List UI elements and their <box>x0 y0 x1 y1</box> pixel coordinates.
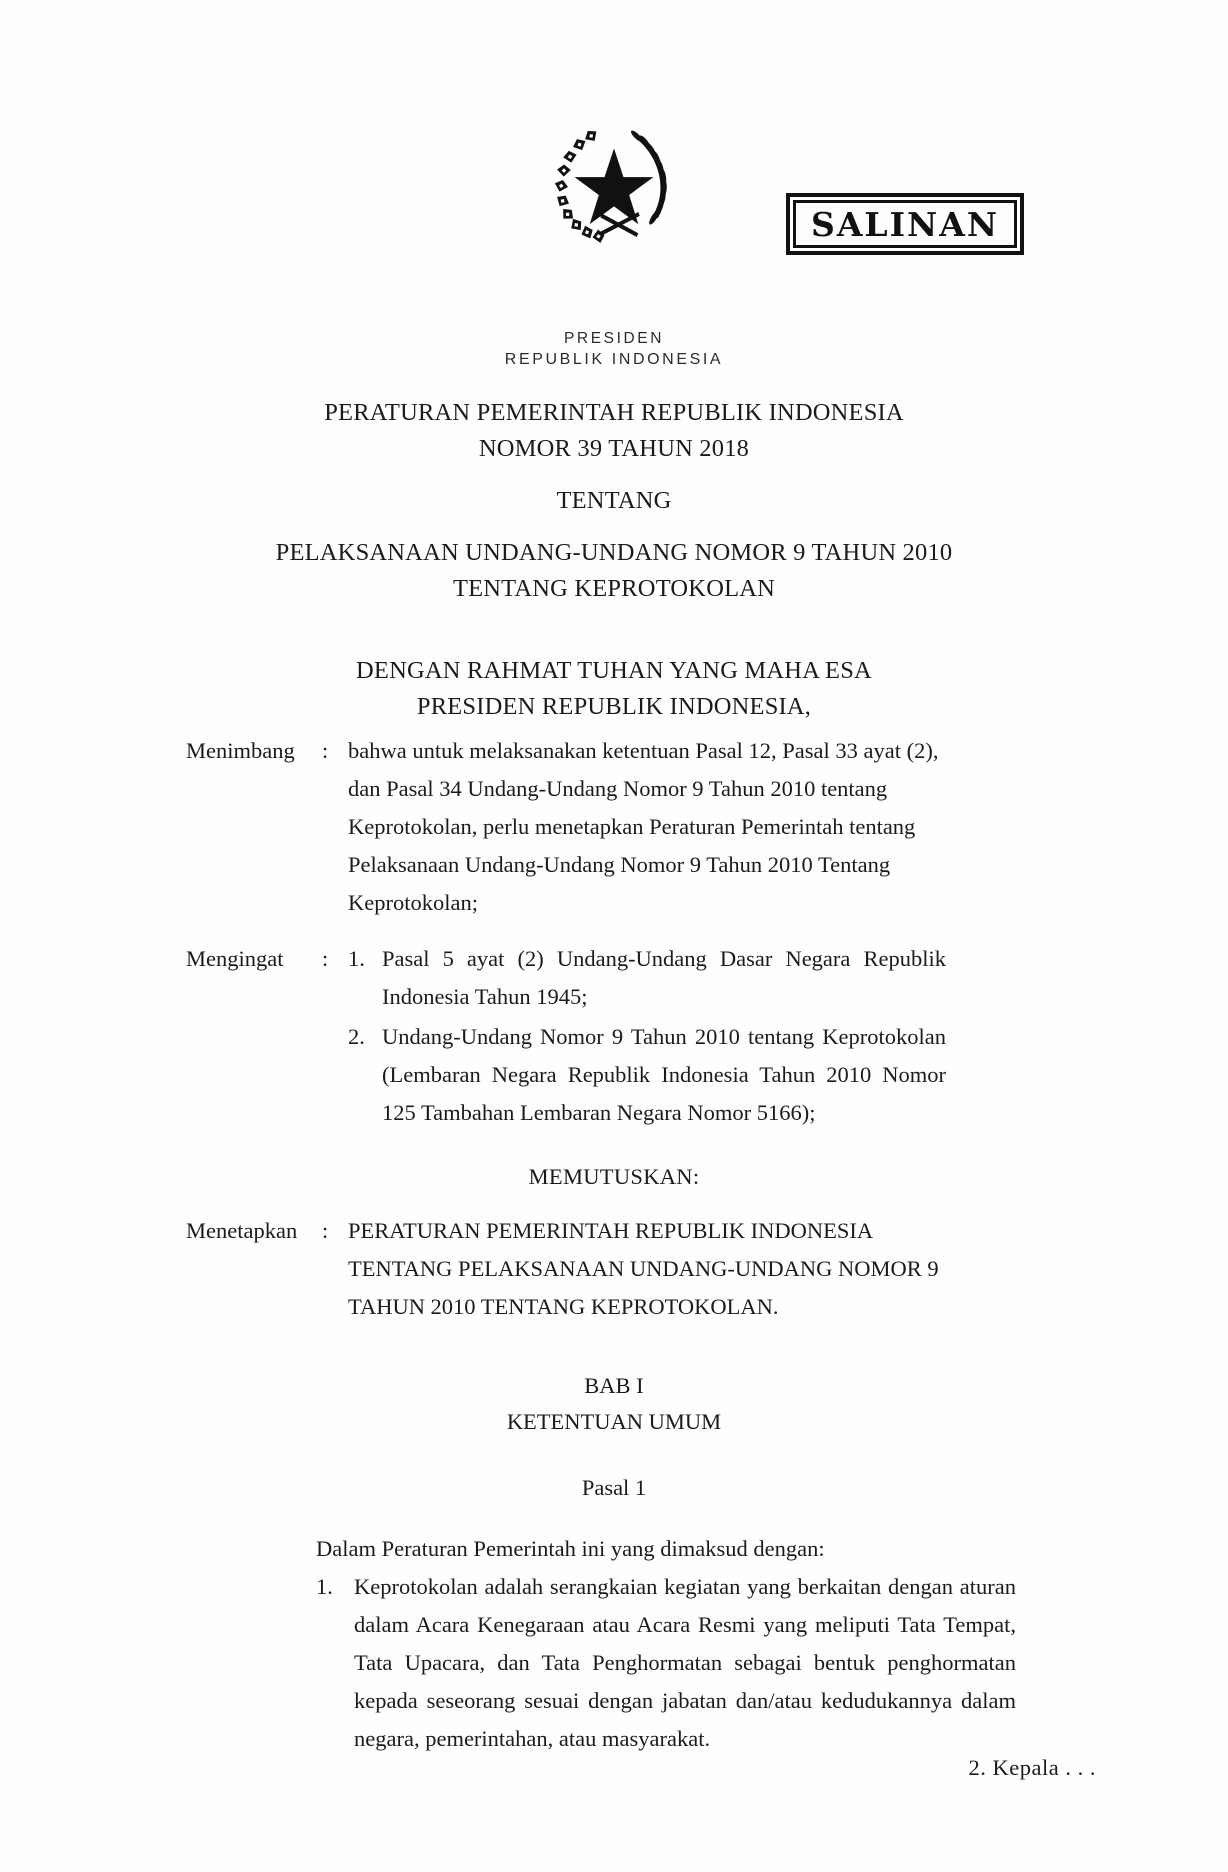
title-spacer-2 <box>0 519 1228 535</box>
invocation-line-2: PRESIDEN REPUBLIK INDONESIA, <box>416 693 812 720</box>
chapter-number: BAB I <box>584 1373 644 1398</box>
list-item <box>316 1568 1016 1758</box>
clause-mengingat <box>186 940 946 1134</box>
clause-menetapkan <box>186 1212 946 1326</box>
title-spacer-1 <box>0 467 1228 483</box>
title-block <box>0 395 1228 725</box>
clause-menimbang <box>186 732 946 922</box>
list-item <box>348 1018 946 1132</box>
article-heading-block <box>0 1470 1228 1506</box>
mengingat-item-number: 2. <box>348 1024 365 1049</box>
definition-number: 1. <box>316 1574 333 1599</box>
definitions-list <box>316 1568 1016 1758</box>
clause-menetapkan-text: PERATURAN PEMERINTAH REPUBLIK INDONESIA TENTANG PELAKSANAAN UNDANG-UNDANG NOMOR 9 TAHUN 2010 TENTANG KEPROTOKOLAN. <box>348 1218 939 1319</box>
title-line-number: NOMOR 39 TAHUN 2018 <box>478 435 750 462</box>
article-lead-text: Dalam Peraturan Pemerintah ini yang dimaksud dengan: <box>316 1536 825 1561</box>
clause-mengingat-colon: : <box>322 946 329 971</box>
document-body <box>0 732 1228 1758</box>
memutuskan-heading: MEMUTUSKAN: <box>528 1164 700 1189</box>
emblem-container <box>0 118 1228 256</box>
article-number: Pasal 1 <box>581 1475 647 1500</box>
clause-menimbang-body <box>348 732 946 922</box>
mengingat-item-text: Pasal 5 ayat (2) Undang-Undang Dasar Negara Republik Indonesia Tahun 1945; <box>382 946 946 1009</box>
letterhead-line-republik-indonesia: REPUBLIK INDONESIA <box>504 351 724 368</box>
clause-menimbang-text: bahwa untuk melaksanakan ketentuan Pasal 12, Pasal 33 ayat (2), dan Pasal 34 Undang-Undang Nomor 9 Tahun 2010 tentang Keprotokolan, perlu menetapkan Peraturan Pemerintah tentang Pelaksanaan Undang-Undang Nomor 9 Tahun 2010 Tentang Keprotokolan; <box>348 738 939 915</box>
page-catchword: 2. Kepala . . . <box>968 1755 1096 1780</box>
clause-menetapkan-label: Menetapkan <box>186 1218 298 1243</box>
definition-text: Keprotokolan adalah serangkaian kegiatan yang berkaitan dengan aturan dalam Acara Kenegaraan atau Acara Resmi yang meliputi Tata Tempat, Tata Upacara, dan Tata Penghormatan sebagai bentuk penghormatan kepada seseorang sesuai dengan jabatan dan/atau kedudukannya dalam negara, pemerintahan, atau masyarakat. <box>354 1574 1016 1751</box>
chapter-title: KETENTUAN UMUM <box>506 1409 722 1434</box>
clause-menetapkan-body <box>348 1212 946 1326</box>
clause-menimbang-colon: : <box>322 738 329 763</box>
letterhead-line-presiden: PRESIDEN <box>563 330 665 347</box>
indonesian-presidential-seal-icon <box>538 118 690 256</box>
clause-menetapkan-colon: : <box>322 1218 329 1243</box>
masthead <box>0 0 1228 318</box>
clause-menimbang-label: Menimbang <box>186 738 295 763</box>
salinan-stamp-label: SALINAN <box>810 204 999 244</box>
list-item <box>348 940 946 1016</box>
title-line-subject-2: TENTANG KEPROTOKOLAN <box>452 575 776 602</box>
chapter-heading-block <box>0 1368 1228 1440</box>
mengingat-list <box>348 940 946 1132</box>
salinan-stamp <box>786 193 1024 255</box>
clause-mengingat-label: Mengingat <box>186 946 284 971</box>
title-line-subject-1: PELAKSANAAN UNDANG-UNDANG NOMOR 9 TAHUN 2010 <box>275 539 953 566</box>
mengingat-item-number: 1. <box>348 946 365 971</box>
invocation-line-1: DENGAN RAHMAT TUHAN YANG MAHA ESA <box>356 657 872 684</box>
letterhead <box>0 328 1228 370</box>
title-line-tentang: TENTANG <box>556 487 672 514</box>
title-spacer-3 <box>0 607 1228 653</box>
title-line-regulation: PERATURAN PEMERINTAH REPUBLIK INDONESIA <box>324 399 904 426</box>
clause-mengingat-body <box>348 940 946 1134</box>
article-body <box>316 1530 1016 1758</box>
mengingat-item-text: Undang-Undang Nomor 9 Tahun 2010 tentang Keprotokolan (Lembaran Negara Republik Indonesia Tahun 2010 Nomor 125 Tambahan Lembaran Negara Nomor 5166); <box>382 1024 946 1125</box>
